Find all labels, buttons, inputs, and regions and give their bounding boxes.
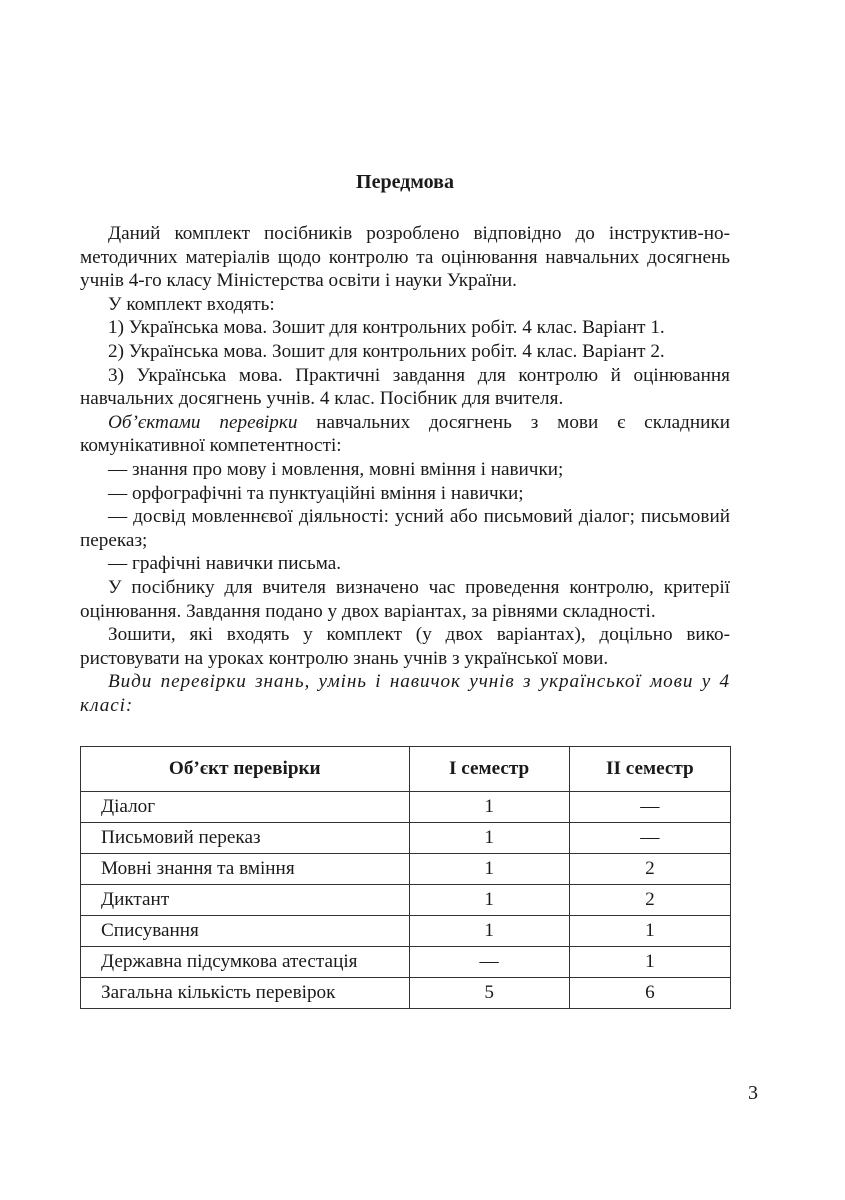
row-semester-1: 1 — [409, 792, 569, 823]
page-title: Передмова — [356, 171, 454, 193]
table-row — [81, 916, 731, 947]
paragraph-set-contents: У комплект входять: — [108, 293, 275, 315]
row-semester-1: — — [409, 947, 569, 978]
table-row — [81, 792, 731, 823]
header-semester-2: ІІ семестр — [569, 747, 730, 792]
list-item-handwriting: — графічні навички письма. — [108, 553, 342, 575]
row-semester-2: — — [569, 823, 730, 854]
row-object: Діалог — [81, 792, 410, 823]
paragraph-workbooks: Зошити, які входять у комплект (у двох варіантах), доцільно вико-ристовувати на уроках контролю знань учнів з української мови. — [80, 624, 730, 669]
paragraph-check-types: Види перевірки знань, умінь і навичок учнів з української мови у 4 класі: — [80, 671, 730, 716]
row-semester-2: 2 — [569, 854, 730, 885]
header-semester-1: І семестр — [409, 747, 569, 792]
table-row — [81, 885, 731, 916]
row-semester-1: 1 — [409, 854, 569, 885]
row-semester-2: 6 — [569, 978, 730, 1009]
row-semester-2: 2 — [569, 885, 730, 916]
row-object: Письмовий переказ — [81, 823, 410, 854]
page-number: 3 — [748, 1082, 758, 1104]
row-semester-1: 1 — [409, 916, 569, 947]
row-object: Державна підсумкова атестація — [81, 947, 410, 978]
objects-emphasis: Об’єктами перевірки — [108, 411, 298, 433]
paragraph-intro: Даний комплект посібників розроблено відповідно до інструктив-но-методичних матеріалів щодо контролю та оцінювання навчальних досягнень учнів 4-го класу Міністерства освіти і науки України. — [80, 223, 730, 292]
row-object: Диктант — [81, 885, 410, 916]
table-header-row — [81, 747, 731, 792]
row-semester-1: 1 — [409, 885, 569, 916]
list-item-orthography: — орфографічні та пунктуаційні вміння і навички; — [108, 482, 524, 504]
table-row — [81, 854, 731, 885]
row-semester-1: 1 — [409, 823, 569, 854]
table-row-total — [81, 978, 731, 1009]
paragraph-objects — [80, 411, 730, 458]
objects-rest: навчальних досягнень з мови є складники комунікативної компетентності: — [80, 411, 731, 457]
table-row — [81, 947, 731, 978]
table-row — [81, 823, 731, 854]
row-semester-1: 5 — [409, 978, 569, 1009]
check-types-table — [80, 746, 731, 1009]
list-item-variant-1: 1) Українська мова. Зошит для контрольних робіт. 4 клас. Варіант 1. — [108, 317, 665, 339]
row-semester-2: — — [569, 792, 730, 823]
header-object: Об’єкт перевірки — [81, 747, 410, 792]
row-object: Списування — [81, 916, 410, 947]
row-semester-2: 1 — [569, 947, 730, 978]
list-item-knowledge: — знання про мову і мовлення, мовні вміння і навички; — [108, 458, 564, 480]
row-object: Мовні знання та вміння — [81, 854, 410, 885]
list-item-variant-2: 2) Українська мова. Зошит для контрольних робіт. 4 клас. Варіант 2. — [108, 340, 665, 362]
row-object: Загальна кількість перевірок — [81, 978, 410, 1009]
list-item-teacher-guide: 3) Українська мова. Практичні завдання для контролю й оцінювання навчальних досягнень учнів. 4 клас. Посібник для вчителя. — [80, 364, 730, 410]
page-content — [80, 168, 730, 717]
paragraph-teacher-guide: У посібнику для вчителя визначено час проведення контролю, критерії оцінювання. Завдання подано у двох варіантах, за рівнями складності. — [80, 576, 730, 622]
row-semester-2: 1 — [569, 916, 730, 947]
preface-text — [80, 222, 730, 717]
list-item-speech-activity: — досвід мовленнєвої діяльності: усний або письмовий діалог; письмовий переказ; — [80, 506, 730, 551]
